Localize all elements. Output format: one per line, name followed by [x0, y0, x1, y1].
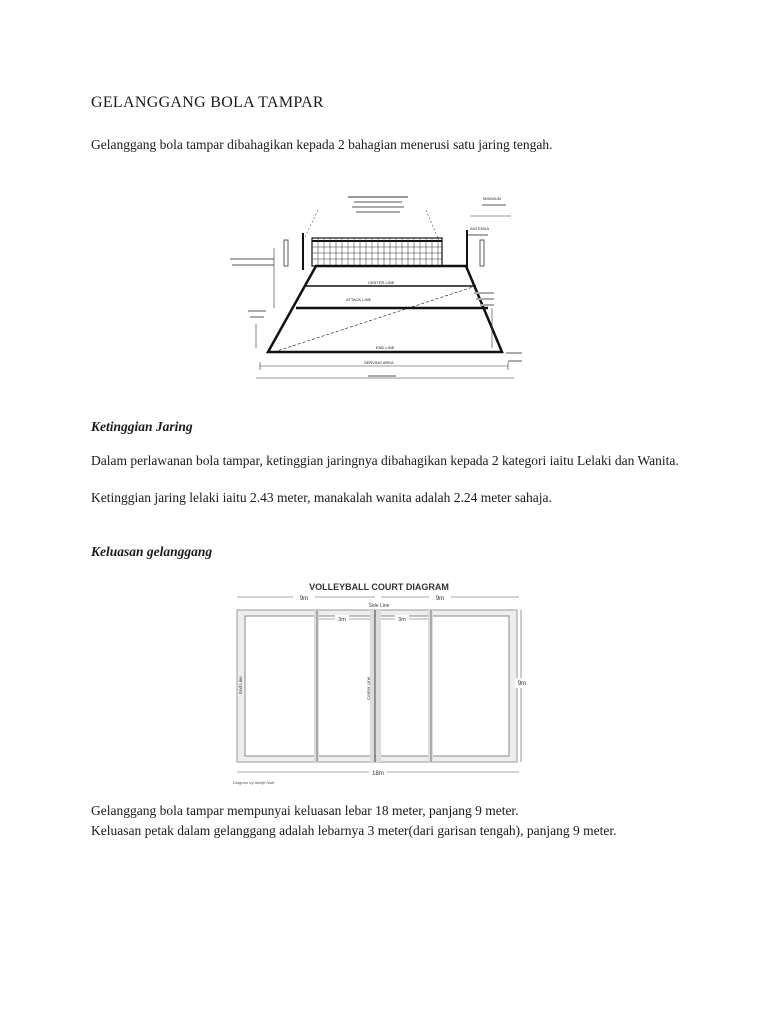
volleyball-net	[302, 230, 468, 270]
net-height-paragraph-2: Ketinggian jaring lelaki iaitu 2.43 meter, manakalah wanita adalah 2.24 meter sahaja.	[91, 490, 552, 505]
court-area-paragraph-2: Keluasan petak dalam gelanggang adalah lebarnya 3 meter(dari garisan tengah), panjang 9 meter.	[91, 823, 617, 838]
attack-zone-left-label: 3m	[338, 617, 346, 623]
half-court-left-label: 9m	[299, 596, 309, 602]
court-rectangle	[237, 610, 517, 762]
attack-line-label: ATTACK LINE	[346, 297, 372, 302]
end-line-label: End Line	[238, 676, 243, 694]
antenna-label: ANTENNA	[470, 226, 490, 231]
net-height-paragraph-1: Dalam perlawanan bola tampar, ketinggian jaringnya dibahagikan kepada 2 kategori iaitu Lelaki dan Wanita.	[91, 453, 679, 468]
end-line-label: END LINE	[376, 345, 395, 350]
center-line-label: Center Line	[366, 676, 371, 700]
diagram-credit: Diagram by Abhijit Naik	[233, 780, 275, 785]
court-outline	[268, 266, 502, 352]
court-area-paragraph-1: Gelanggang bola tampar mempunyai keluasan lebar 18 meter, panjang 9 meter.	[91, 803, 519, 818]
center-line-label: CENTER LINE	[368, 280, 395, 285]
half-court-right-label: 9m	[435, 596, 445, 602]
section-heading-court-area: Keluasan gelanggang	[91, 544, 213, 559]
page-title: GELANGGANG BOLA TAMPAR	[91, 94, 324, 111]
court-length-label: 18m	[372, 771, 384, 777]
minimum-label: MINIMUM	[483, 196, 501, 201]
court-width-label: 9m	[517, 681, 527, 687]
court-top-diagram	[229, 576, 541, 788]
court-diagram-title: VOLLEYBALL COURT DIAGRAM	[309, 582, 449, 592]
court-perspective-diagram	[226, 188, 526, 388]
serving-area-label: SERVING AREA	[364, 360, 394, 365]
attack-zone-right-label: 3m	[398, 617, 406, 623]
section-heading-net-height: Ketinggian Jaring	[91, 419, 193, 434]
side-line-label: Side Line	[368, 603, 390, 609]
intro-paragraph: Gelanggang bola tampar dibahagikan kepada 2 bahagian menerusi satu jaring tengah.	[91, 137, 553, 152]
